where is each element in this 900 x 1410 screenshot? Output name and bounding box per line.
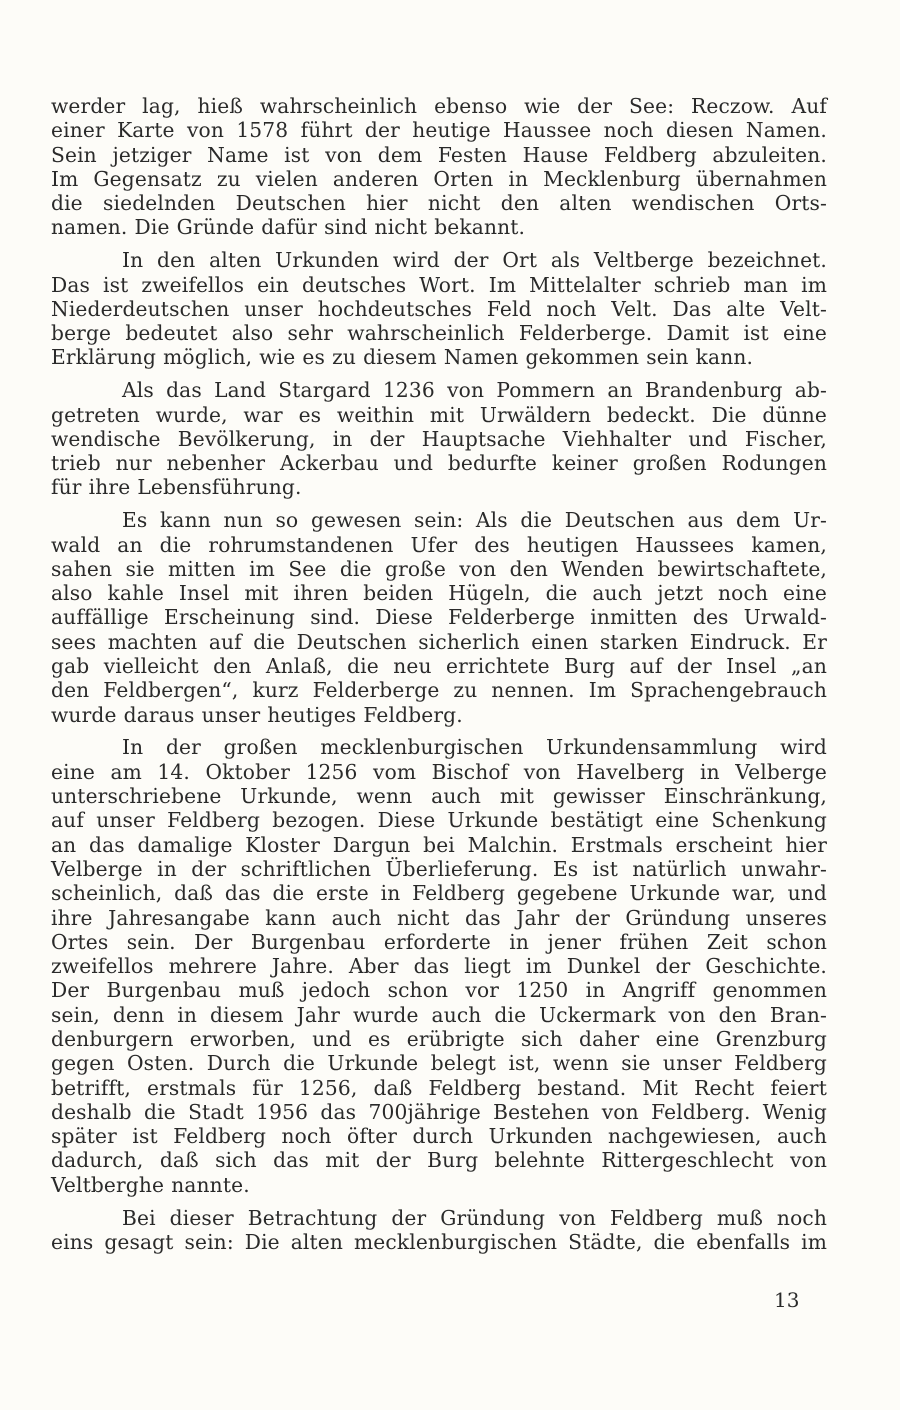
text-line: Der Burgenbau muß jedoch schon vor 1250 in Angriff genommen [51, 978, 827, 1003]
text-line: sein, denn in diesem Jahr wurde auch die Uckermark von den Bran- [51, 1002, 827, 1027]
text-line: sees machten auf die Deutschen sicherlich einen starken Eindruck. Er [51, 629, 827, 654]
text-line: werder lag, hieß wahrscheinlich ebenso wie der See: Reczow. Auf [51, 94, 827, 118]
text-line: gab vielleicht den Anlaß, die neu errichtete Burg auf der Insel „an [51, 654, 827, 679]
text-line: Veltberghe nannte. [51, 1172, 250, 1197]
text-line: scheinlich, daß das die erste in Feldberg gegebene Urkunde war, und [51, 881, 827, 906]
paragraph [51, 735, 827, 1197]
text-line: betrifft, erstmals für 1256, daß Feldberg bestand. Mit Recht feiert [51, 1075, 827, 1100]
text-line: auf unser Feldberg bezogen. Diese Urkunde bestätigt eine Schenkung [51, 808, 827, 833]
text-line: namen. Die Gründe dafür sind nicht bekannt. [51, 215, 526, 240]
text-line: Als das Land Stargard 1236 von Pommern an Brandenburg ab- [122, 378, 827, 403]
text-line: Sein jetziger Name ist von dem Festen Hause Feldberg abzuleiten. [51, 142, 827, 167]
text-line: den Feldbergen“, kurz Felderberge zu nennen. Im Sprachengebrauch [51, 678, 827, 703]
text-line: wald an die rohrumstandenen Ufer des heutigen Haussees kamen, [51, 532, 827, 557]
text-line: für ihre Lebensführung. [51, 475, 302, 500]
text-line: gegen Osten. Durch die Urkunde belegt ist, wenn sie unser Feldberg [51, 1051, 827, 1076]
text-line: Im Gegensatz zu vielen anderen Orten in Mecklenburg übernahmen [51, 166, 827, 191]
text-line: Velberge in der schriftlichen Überlieferung. Es ist natürlich unwahr- [51, 856, 827, 881]
text-line: eins gesagt sein: Die alten mecklenburgischen Städte, die ebenfalls im [51, 1229, 827, 1254]
text-line: wendische Bevölkerung, in der Hauptsache Viehhalter und Fischer, [51, 426, 827, 451]
text-line: später ist Feldberg noch öfter durch Urkunden nachgewiesen, auch [51, 1124, 827, 1149]
text-line: Erklärung möglich, wie es zu diesem Namen gekommen sein kann. [51, 345, 754, 370]
text-line: deshalb die Stadt 1956 das 700jährige Bestehen von Feldberg. Wenig [51, 1099, 827, 1124]
paragraph [51, 508, 827, 727]
page-body [51, 94, 827, 1263]
text-line: dadurch, daß sich das mit der Burg belehnte Rittergeschlecht von [51, 1148, 827, 1173]
text-line: auffällige Erscheinung sind. Diese Felderberge inmitten des Urwald- [51, 605, 827, 630]
text-line: In der großen mecklenburgischen Urkundensammlung wird [122, 735, 827, 760]
text-line: die siedelnden Deutschen hier nicht den alten wendischen Orts- [51, 191, 827, 216]
text-line: zweifellos mehrere Jahre. Aber das liegt im Dunkel der Geschichte. [51, 954, 827, 979]
text-line: denburgern erworben, und es erübrigte sich daher eine Grenzburg [51, 1026, 827, 1051]
text-line: wurde daraus unser heutiges Feldberg. [51, 702, 463, 727]
text-line: an das damalige Kloster Dargun bei Malchin. Erstmals erscheint hier [51, 832, 827, 857]
text-line: Niederdeutschen unser hochdeutsches Feld noch Velt. Das alte Velt- [51, 296, 827, 321]
text-line: sahen sie mitten im See die große von den Wenden bewirtschaftete, [51, 556, 827, 581]
paragraph [51, 1206, 827, 1255]
text-line: Ortes sein. Der Burgenbau erforderte in jener frühen Zeit schon [51, 929, 827, 954]
text-line: einer Karte von 1578 führt der heutige Haussee noch diesen Namen. [51, 118, 827, 143]
text-line: Das ist zweifellos ein deutsches Wort. Im Mittelalter schrieb man im [51, 272, 827, 297]
text-line: getreten wurde, war es weithin mit Urwäldern bedeckt. Die dünne [51, 402, 827, 427]
text-line: berge bedeutet also sehr wahrscheinlich Felderberge. Damit ist eine [51, 321, 827, 346]
paragraph [51, 94, 827, 240]
paragraph [51, 378, 827, 499]
text-line: ihre Jahresangabe kann auch nicht das Jahr der Gründung unseres [51, 905, 827, 930]
text-line: In den alten Urkunden wird der Ort als Veltberge bezeichnet. [122, 248, 827, 273]
text-line: unterschriebene Urkunde, wenn auch mit gewisser Einschränkung, [51, 784, 827, 809]
paragraph [51, 248, 827, 369]
text-line: trieb nur nebenher Ackerbau und bedurfte keiner großen Rodungen [51, 451, 827, 476]
text-line: eine am 14. Oktober 1256 vom Bischof von Havelberg in Velberge [51, 759, 827, 784]
text-line: Es kann nun so gewesen sein: Als die Deutschen aus dem Ur- [122, 508, 827, 533]
page-number: 13 [774, 1288, 800, 1312]
text-line: also kahle Insel mit ihren beiden Hügeln, die auch jetzt noch eine [51, 581, 827, 606]
text-line: Bei dieser Betrachtung der Gründung von Feldberg muß noch [122, 1205, 827, 1230]
